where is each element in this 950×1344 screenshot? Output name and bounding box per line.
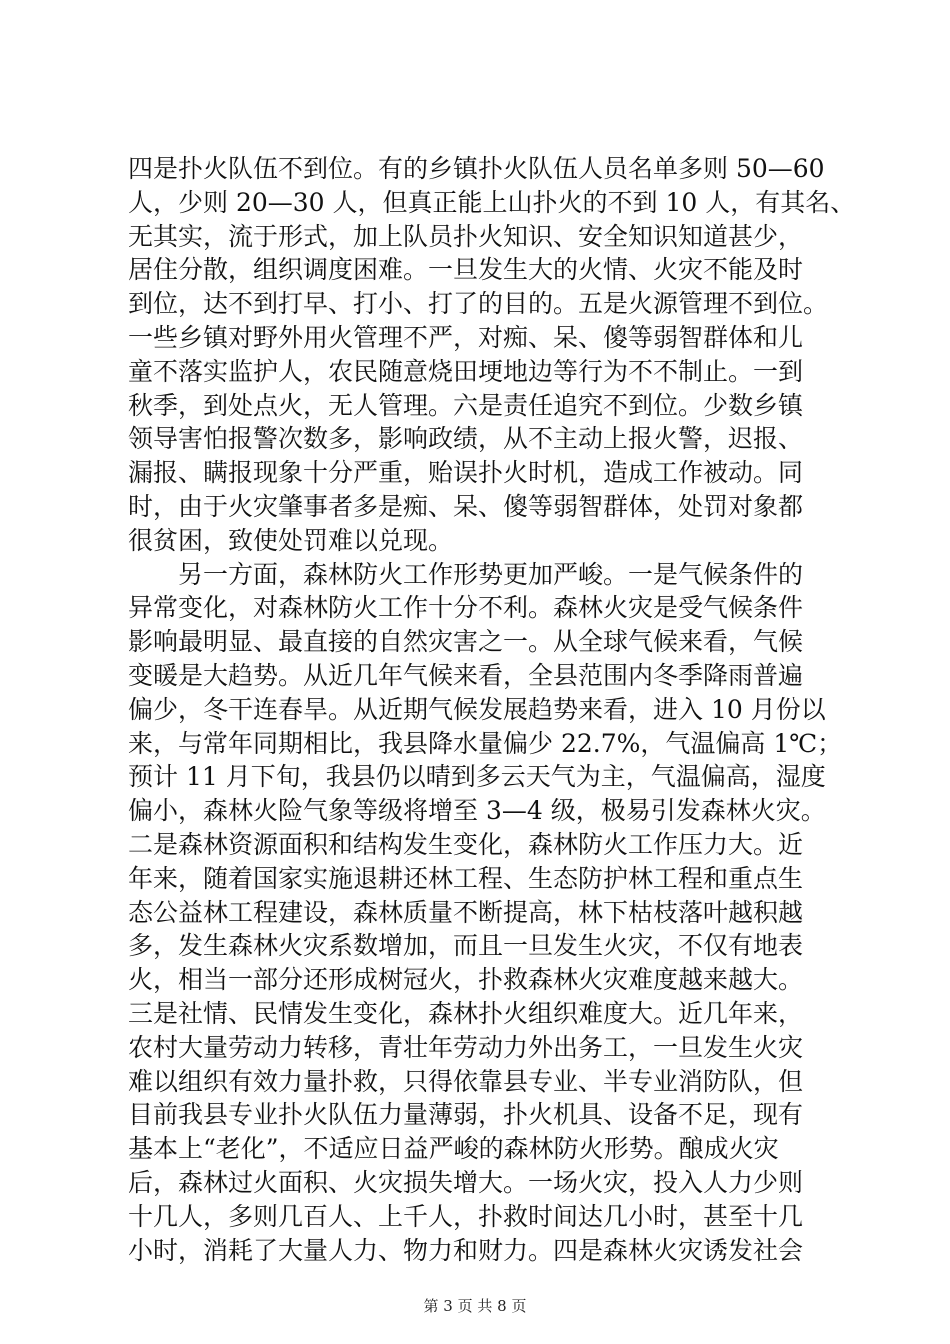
text-line: 一些乡镇对野外用火管理不严，对痴、呆、傻等弱智群体和儿 [128, 322, 804, 352]
text-line: 秋季，到处点火，无人管理。六是责任追究不到位。少数乡镇 [128, 390, 804, 420]
text-line: 偏少，冬干连春旱。从近期气候发展趋势来看，进入 10 月份以 [128, 694, 826, 724]
page-number-footer: 第 3 页 共 8 页 [423, 1297, 527, 1315]
text-line: 二是森林资源面积和结构发生变化，森林防火工作压力大。近 [128, 829, 804, 859]
text-line: 预计 11 月下旬，我县仍以晴到多云天气为主，气温偏高，湿度 [128, 762, 826, 792]
text-line: 居住分散，组织调度困难。一旦发生大的火情、火灾不能及时 [128, 255, 804, 285]
paragraph-start-line: 另一方面，森林防火工作形势更加严峻。一是气候条件的 [178, 559, 804, 589]
text-line: 漏报、瞒报现象十分严重，贻误扑火时机，造成工作被动。同 [128, 458, 804, 488]
text-line: 领导害怕报警次数多，影响政绩，从不主动上报火警，迟报、 [128, 424, 804, 454]
text-line: 变暖是大趋势。从近几年气候来看，全县范围内冬季降雨普遍 [128, 660, 804, 690]
text-line: 异常变化，对森林防火工作十分不利。森林火灾是受气候条件 [128, 593, 804, 623]
text-line: 童不落实监护人，农民随意烧田埂地边等行为不不制止。一到 [128, 356, 804, 386]
text-line: 三是社情、民情发生变化，森林扑火组织难度大。近几年来， [128, 998, 804, 1028]
text-line: 偏小，森林火险气象等级将增至 3—4 级，极易引发森林火灾。 [128, 796, 826, 826]
text-line: 目前我县专业扑火队伍力量薄弱，扑火机具、设备不足，现有 [128, 1100, 804, 1130]
text-line: 十几人，多则几百人、上千人，扑救时间达几小时，甚至十几 [128, 1201, 804, 1231]
text-line: 小时，消耗了大量人力、物力和财力。四是森林火灾诱发社会 [128, 1235, 804, 1265]
text-line: 人，少则 20—30 人，但真正能上山扑火的不到 10 人，有其名、 [128, 187, 856, 217]
text-line: 态公益林工程建设，森林质量不断提高，林下枯枝落叶越积越 [128, 897, 804, 927]
text-line: 后，森林过火面积、火灾损失增大。一场火灾，投入人力少则 [128, 1167, 804, 1197]
text-line: 多，发生森林火灾系数增加，而且一旦发生火灾，不仅有地表 [128, 931, 804, 961]
text-line: 四是扑火队伍不到位。有的乡镇扑火队伍人员名单多则 50—60 [128, 154, 825, 183]
text-line: 无其实，流于形式，加上队员扑火知识、安全知识知道甚少， [128, 221, 804, 251]
text-line: 农村大量劳动力转移，青壮年劳动力外出务工，一旦发生火灾 [128, 1032, 804, 1062]
text-line: 难以组织有效力量扑救，只得依靠县专业、半专业消防队，但 [128, 1066, 804, 1096]
text-line: 年来，随着国家实施退耕还林工程、生态防护林工程和重点生 [128, 863, 804, 893]
text-line: 来，与常年同期相比，我县降水量偏少 22.7%，气温偏高 1℃； [128, 728, 843, 758]
body-text [128, 152, 856, 1267]
text-line: 火，相当一部分还形成树冠火，扑救森林火灾难度越来越大。 [128, 965, 804, 995]
text-line: 时，由于火灾肇事者多是痴、呆、傻等弱智群体，处罚对象都 [128, 491, 804, 521]
text-line: 基本上“老化”，不适应日益严峻的森林防火形势。酿成火灾 [128, 1134, 779, 1164]
text-line: 影响最明显、最直接的自然灾害之一。从全球气候来看，气候 [128, 627, 804, 657]
text-line: 到位，达不到打早、打小、打了的目的。五是火源管理不到位。 [128, 289, 829, 319]
text-line: 很贫困，致使处罚难以兑现。 [128, 525, 454, 555]
